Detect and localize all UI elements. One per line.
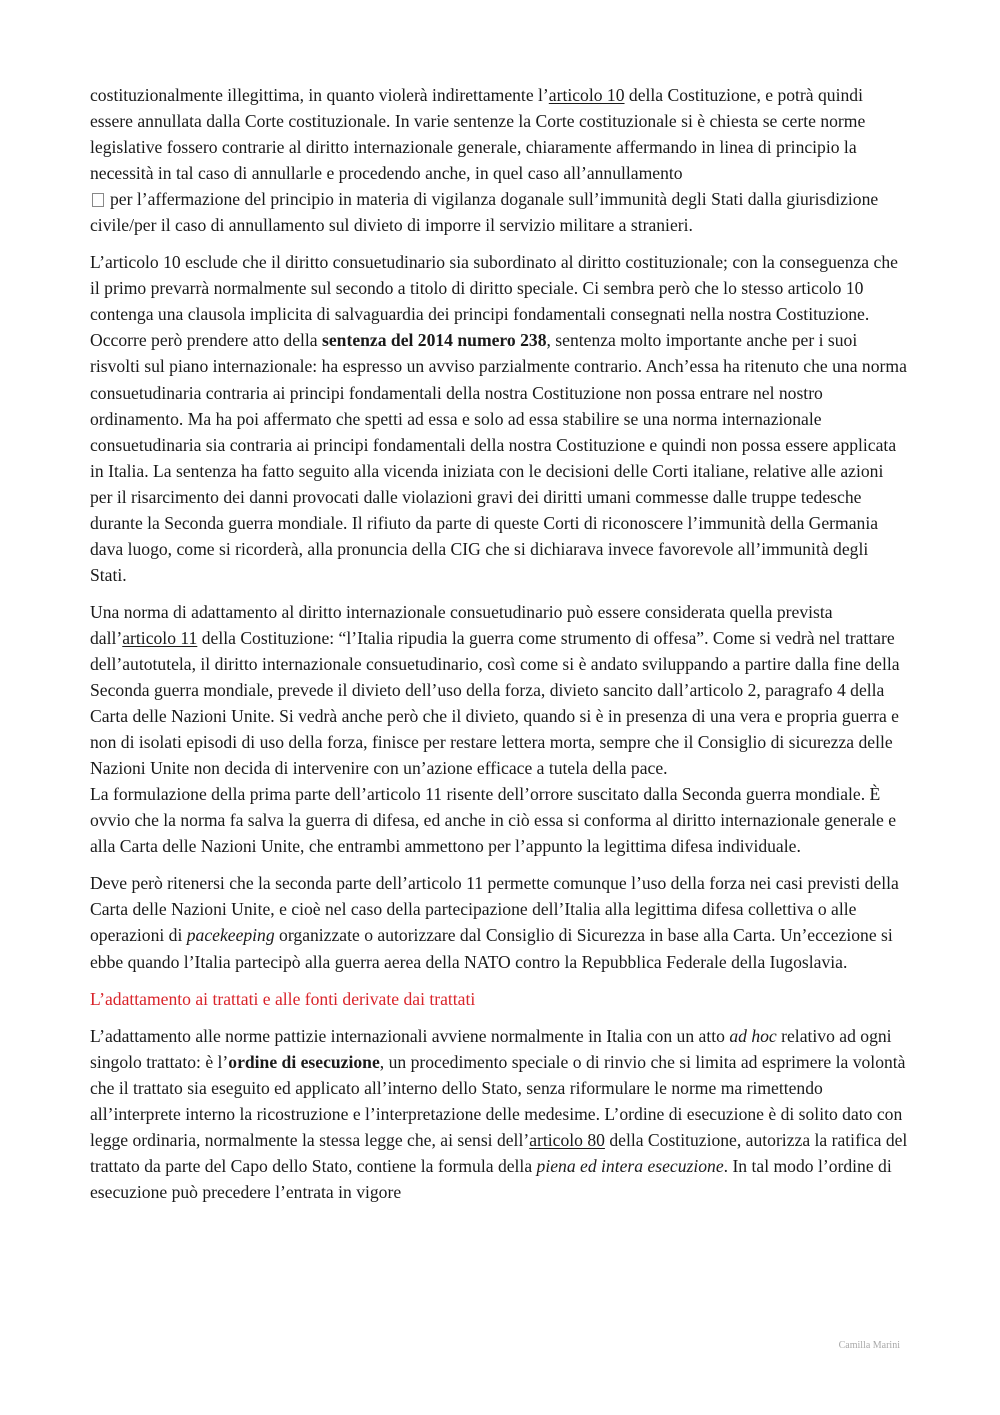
link-articolo-11[interactable]: articolo 11 [122,627,198,648]
italic-text: ad hoc [729,1025,777,1046]
text: per l’affermazione del principio in materia di vigilanza doganale sull’immunità degli Stati dalla giurisdizione civile/per il caso di annullamento sul divieto di imporre il servizio militare a stranieri. [90,189,879,236]
text: , un procedimento speciale o di rinvio che si limita ad esprimere la volontà che il trattato sia eseguito ed applicato all’interno dello Stato, senza riformulare le norme ma rimettendo all’interprete interno la ricostruzione e l’interpretazione delle medesime. L’ordine di esecuzione è di solito dato con legge ordinaria, normalmente la stessa legge che, ai sensi dell’ [90,1051,906,1150]
text: organizzate o autorizzare dal Consiglio di Sicurezza in base alla Carta. Un’eccezione si ebbe quando l’Italia partecipò alla guerra aerea della NATO contro la Repubblica Federale della Iugoslavia. [90,925,893,972]
italic-text: pacekeeping [186,925,275,946]
text: costituzionalmente illegittima, in quanto violerà indirettamente l’ [90,85,549,105]
paragraph-4 [90,870,908,974]
italic-text: piena ed intera esecuzione [536,1155,724,1176]
section-heading: L’adattamento ai trattati e alle fonti derivate dai trattati [90,988,476,1009]
text: della Costituzione, e potrà quindi essere annullata dalla Corte costituzionale. In varie sentenze la Corte costituzionale si è chiesta se certe norme legislative fossero contrarie al diritto internazionale generale, chiaramente affermando in linea di principio la necessità in tal caso di annullarle e procedendo anche, in quel caso all’annullamento [90,85,866,184]
text: L’adattamento alle norme pattizie internazionali avviene normalmente in Italia con un atto [90,1025,730,1046]
text: . In tal modo l’ordine di esecuzione può precedere l’entrata in vigore [90,1155,892,1202]
bold-text: sentenza del 2014 numero 238 [322,330,547,351]
text: , sentenza molto importante anche per i suoi risvolti sul piano internazionale: ha espresso un avviso parzialmente contrario. Anch’essa ha ritenuto che una norma consuetudinaria contraria ai principi fondamentali della nostra Costituzione non possa entrare nel nostro ordinamento. Ma ha poi affermato che spetti ad essa e solo ad essa stabilire se una norma internazionale consuetudinaria sia contraria ai principi fondamentali della nostra Costituzione e quindi non possa essere applicata in Italia. La sentenza ha fatto seguito alla vicenda iniziata con le decisioni delle Corti italiane, relative alle azioni per il risarcimento dei danni provocati dalle violazioni gravi dei diritti umani commesse dalle truppe tedesche durante la Seconda guerra mondiale. Il rifiuto da parte di queste Corti di riconoscere l’immunità della Germania dava luogo, come si ricorderà, alla pronuncia della CIG che si dichiarava invece favorevole all’immunità degli Stati. [90,330,907,585]
text: Deve però ritenersi che la seconda parte dell’articolo 11 permette comunque l’uso della forza nei casi previsti della Carta delle Nazioni Unite, e cioè nel caso della partecipazione dell’Italia alla legittima difesa collettiva o alle operazioni di [90,873,899,946]
text: della Costituzione, autorizza la ratifica del trattato da parte del Capo dello Stato, contiene la formula della [90,1129,908,1176]
text: relativo ad ogni singolo trattato: è l’ [90,1025,892,1072]
missing-glyph-icon [92,193,104,207]
bold-text: ordine di esecuzione [228,1051,380,1072]
link-articolo-80[interactable]: articolo 80 [529,1129,605,1150]
paragraph-3 [90,599,908,859]
text: La formulazione della prima parte dell’articolo 11 risente dell’orrore suscitato dalla Seconda guerra mondiale. È ovvio che la norma fa salva la guerra di difesa, ed anche in ciò essa si conforma al diritto internazionale generale e alla Carta delle Nazioni Unite, che entrambi ammettono per l’appunto la legittima difesa individuale. [90,784,897,857]
paragraph-1 [90,82,908,238]
text: della Costituzione: “l’Italia ripudia la guerra come strumento di offesa”. Come si vedrà nel trattare dell’autotutela, il diritto internazionale consuetudinario, così come si è andato sviluppando a partire dalla fine della Seconda guerra mondiale, prevede il divieto dell’uso della forza, divieto sancito dall’articolo 2, paragrafo 4 della Carta delle Nazioni Unite. Si vedrà anche però che il divieto, quando si è in presenza di una vera e propria guerra e non di isolati episodi di uso della forza, finisce per restare lettera morta, sempre che il Consiglio di sicurezza delle Nazioni Unite non decida di intervenire con un’azione efficace a tutela della pace. [90,627,900,779]
text: Una norma di adattamento al diritto internazionale consuetudinario può essere considerata quella prevista dall’ [90,601,833,648]
page-footer-author: Camilla Marini [838,1340,900,1351]
link-articolo-10[interactable]: articolo 10 [548,85,625,105]
text: L’articolo 10 esclude che il diritto consuetudinario sia subordinato al diritto costituzionale; con la conseguenza che il primo prevarrà normalmente sul secondo a titolo di diritto speciale. Ci sembra però che lo stesso articolo 10 contenga una clausola implicita di salvaguardia dei principi fondamentali consegnati nella nostra Costituzione. Occorre però prendere atto della [90,252,898,351]
paragraph-5 [90,1023,908,1205]
paragraph-2 [90,249,908,588]
